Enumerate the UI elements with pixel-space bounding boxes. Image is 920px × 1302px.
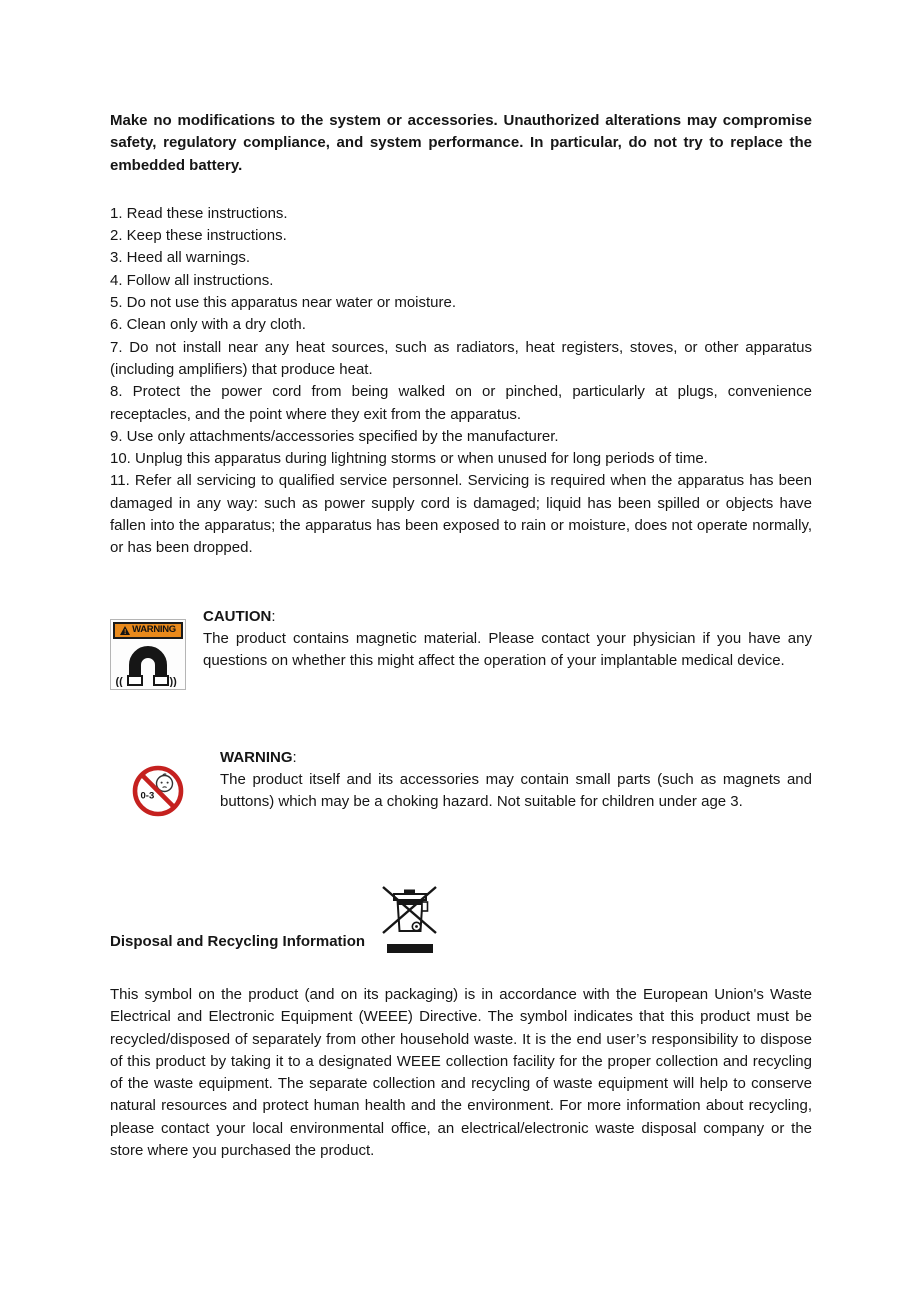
instruction-item-10: 10. Unplug this apparatus during lightning storms or when unused for long periods of time. (110, 450, 708, 468)
weee-bin-svg (381, 883, 439, 935)
warning-colon: : (292, 748, 297, 766)
choking-hazard-0-3-icon (132, 765, 184, 824)
warning-choking-section (110, 747, 812, 824)
no-modifications-paragraph: Make no modifications to the system or accessories. Unauthorized alterations may compromise safety, regulatory compliance, and system performance. In particular, do not try to replace the embedded battery. (110, 112, 812, 174)
caution-label: CAUTION (203, 607, 272, 625)
caution-magnet-section (110, 606, 812, 690)
disposal-body-paragraph: This symbol on the product (and on its packaging) is in accordance with the European Union's Waste Electrical and Electronic Equipment (WEEE) Directive. The symbol indicates that this product must be recycled/disposed of separately from other household waste. It is the end user’s responsibility to dispose of this product by taking it to a designated WEEE collection facility for the proper collection and recycling of the waste equipment. The separate collection and recycling of waste equipment will help to conserve natural resources and protect human health and the environment. For more information about recycling, please contact your local environmental office, an electrical/electronic waste disposal company or the store where you purchased the product. (110, 985, 812, 1160)
disposal-heading-row (110, 883, 812, 953)
horseshoe-magnet-icon (115, 641, 181, 687)
field-mark-left: (( (115, 675, 123, 687)
disposal-heading: Disposal and Recycling Information (110, 932, 366, 950)
choking-hazard-svg (132, 765, 184, 817)
svg-text:!: ! (124, 628, 127, 635)
warning-label: WARNING (220, 748, 293, 766)
instruction-item-4: 4. Follow all instructions. (110, 271, 274, 289)
caution-colon: : (271, 607, 276, 625)
instruction-item-6: 6. Clean only with a dry cloth. (110, 316, 306, 334)
instruction-item-8: 8. Protect the power cord from being walked on or pinched, particularly at plugs, convenience receptacles, and the point where they exit from the apparatus. (110, 383, 812, 423)
caution-body: The product contains magnetic material. Please contact your physician if you have any questions on whether this might affect the operation of your implantable medical device. (203, 629, 812, 670)
caution-label-line (203, 606, 812, 628)
field-mark-right: )) (169, 675, 177, 687)
caution-text-column (203, 606, 812, 690)
warning-triangle-icon (120, 626, 130, 635)
warning-label-line (220, 747, 812, 769)
instruction-item-5: 5. Do not use this apparatus near water or moisture. (110, 294, 457, 312)
instruction-item-3: 3. Heed all warnings. (110, 249, 251, 267)
instruction-item-2: 2. Keep these instructions. (110, 227, 287, 245)
warning-banner-label: WARNING (132, 624, 176, 636)
age-range-label: 0-3 (140, 790, 155, 802)
magnet-warning-icon (110, 619, 186, 690)
instruction-item-11: 11. Refer all servicing to qualified service personnel. Servicing is required when the apparatus has been damaged in any way: such as power supply cord is damaged; liquid has been spilled or objects have fallen into the apparatus; the apparatus has been exposed to rain or moisture, does not operate normally, or has been dropped. (110, 472, 812, 557)
warning-banner (113, 622, 183, 639)
instruction-item-1: 1. Read these instructions. (110, 204, 288, 222)
instruction-item-9: 9. Use only attachments/accessories specified by the manufacturer. (110, 427, 559, 445)
instruction-item-7: 7. Do not install near any heat sources, such as radiators, heat registers, stoves, or other apparatus (including amplifiers) that produce heat. (110, 338, 812, 378)
weee-crossed-out-bin-icon (381, 883, 439, 953)
warning-body: The product itself and its accessories may contain small parts (such as magnets and buttons) which may be a choking hazard. Not suitable for children under age 3. (220, 770, 812, 811)
weee-black-bar (387, 944, 433, 953)
warning-text-column (220, 747, 812, 824)
safety-instructions-list (110, 203, 812, 560)
